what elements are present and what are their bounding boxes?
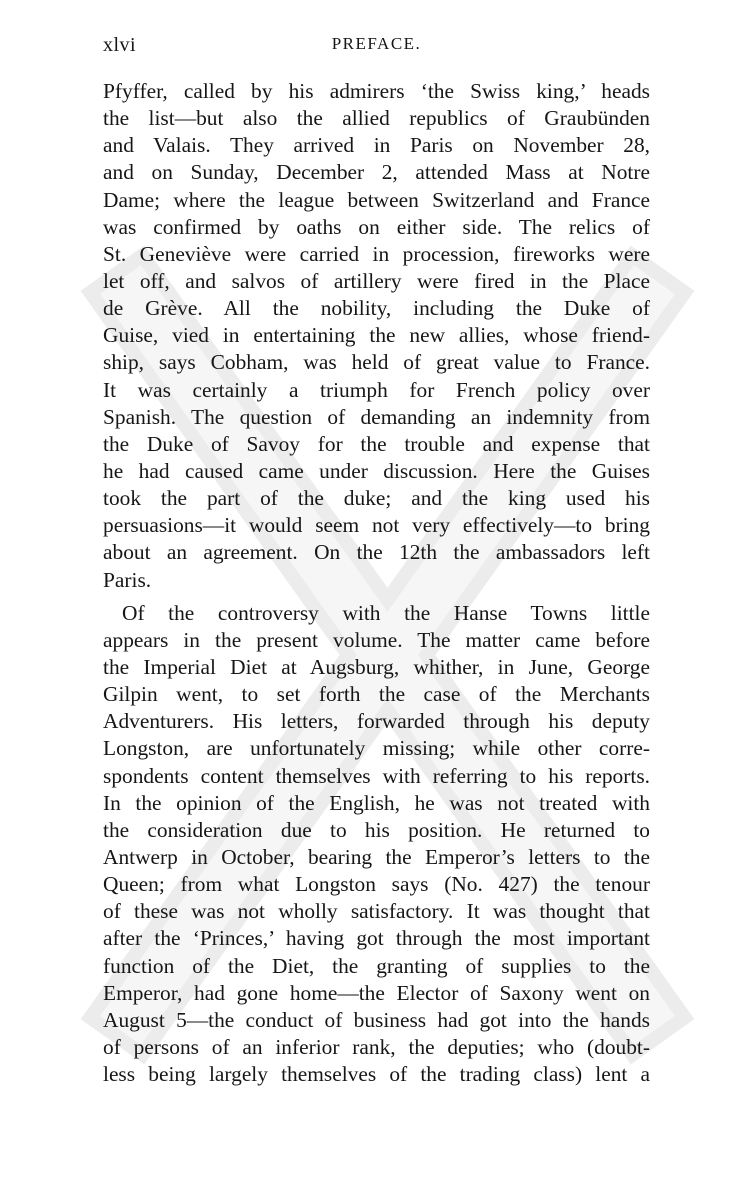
text-line: was confirmed by oaths on either side. The relics of (103, 214, 650, 239)
page-header (103, 34, 650, 60)
text-line: appears in the present volume. The matter came before (103, 627, 650, 652)
text-line: the list—but also the allied republics of Graubünden (103, 106, 650, 131)
text-line: persuasions—it would seem not very effectively—to bring (103, 513, 650, 538)
text-line: Of the controversy with the Hanse Towns little (122, 600, 650, 625)
text-line: Paris. (103, 567, 152, 592)
text-line: Guise, vied in entertaining the new allies, whose friend- (103, 323, 650, 348)
text-line: Longston, are unfortunately missing; while other corre- (103, 736, 650, 761)
text-line: took the part of the duke; and the king used his (103, 486, 650, 511)
text-line: Queen; from what Longston says (No. 427) the tenour (103, 872, 650, 897)
text-line: Pfyffer, called by his admirers ‘the Swiss king,’ heads (103, 79, 650, 103)
body-text (103, 78, 650, 1088)
text-line: about an agreement. On the 12th the ambassadors left (103, 540, 650, 565)
text-line: the Duke of Savoy for the trouble and expense that (103, 431, 650, 456)
text-line: he had caused came under discussion. Here the Guises (103, 458, 650, 483)
paragraph-1 (103, 78, 650, 594)
text-line: In the opinion of the English, he was not treated with (103, 790, 650, 815)
text-line: Dame; where the league between Switzerland and France (103, 187, 650, 212)
text-line: Antwerp in October, bearing the Emperor’s letters to the (103, 844, 650, 869)
text-line: Emperor, had gone home—the Elector of Saxony went on (103, 980, 650, 1005)
text-line: the consideration due to his position. He returned to (103, 817, 650, 842)
text-line: function of the Diet, the granting of supplies to the (103, 953, 650, 978)
text-line: Adventurers. His letters, forwarded through his deputy (103, 709, 650, 734)
text-line: and Valais. They arrived in Paris on November 28, (103, 133, 650, 158)
text-line: let off, and salvos of artillery were fired in the Place (103, 268, 650, 293)
text-line: after the ‘Princes,’ having got through the most important (103, 926, 650, 951)
text-line: less being largely themselves of the trading class) lent a (103, 1062, 650, 1087)
running-title: PREFACE. (331, 34, 422, 53)
text-line: the Imperial Diet at Augsburg, whither, in June, George (103, 654, 650, 679)
text-line: It was certainly a triumph for French policy over (103, 377, 650, 402)
text-line: Gilpin went, to set forth the case of the Merchants (103, 682, 650, 707)
paragraph-2 (103, 600, 650, 1089)
text-line: ship, says Cobham, was held of great value to France. (103, 350, 650, 375)
text-line: August 5—the conduct of business had got into the hands (103, 1007, 650, 1032)
text-line: of persons of an inferior rank, the deputies; who (doubt- (103, 1034, 650, 1059)
text-line: of these was not wholly satisfactory. It was thought that (103, 899, 650, 924)
text-line: St. Geneviève were carried in procession, fireworks were (103, 241, 650, 266)
text-line: Spanish. The question of demanding an indemnity from (103, 404, 650, 429)
text-line: spondents content themselves with referring to his reports. (103, 763, 650, 788)
page-number: xlvi (103, 34, 137, 56)
text-line: de Grève. All the nobility, including the Duke of (103, 296, 650, 321)
text-line: and on Sunday, December 2, attended Mass at Notre (103, 160, 650, 185)
